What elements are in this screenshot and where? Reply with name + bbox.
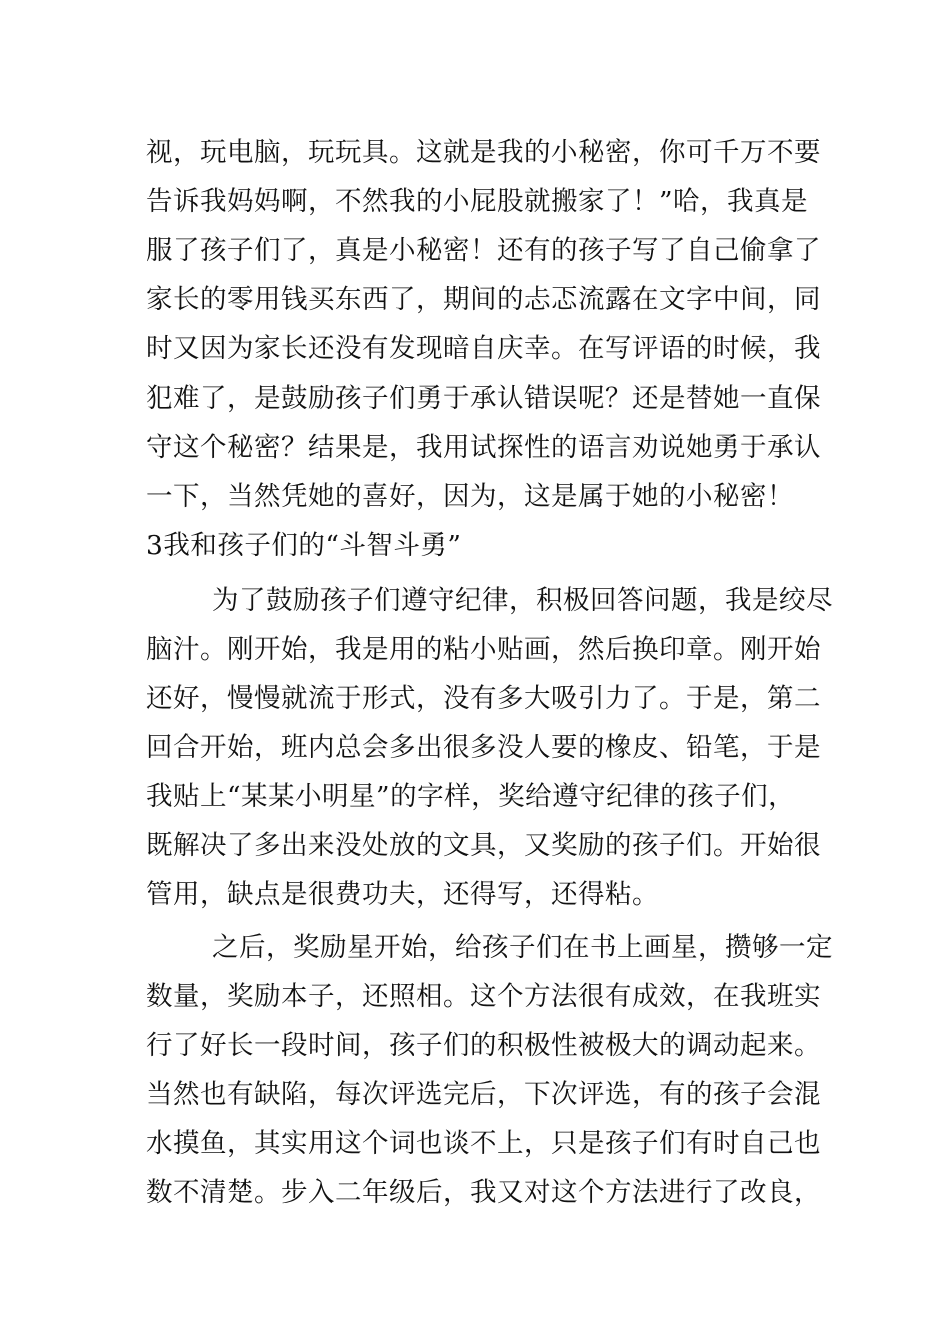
- text-line: 家长的零用钱买东西了，期间的忐忑流露在文字中间，同: [146, 284, 821, 315]
- text-line: 服了孩子们了，真是小秘密！还有的孩子写了自己偷拿了: [146, 235, 821, 266]
- text-line: 水摸鱼，其实用这个词也谈不上，只是孩子们有时自己也: [146, 1128, 821, 1159]
- section-heading: 3我和孩子们的“斗智斗勇”: [146, 530, 462, 561]
- text-line: 既解决了多出来没处放的文具，又奖励的孩子们。开始很: [146, 830, 821, 861]
- text-line: 时又因为家长还没有发现暗自庆幸。在写评语的时候，我: [146, 333, 821, 364]
- text-line: 告诉我妈妈啊，不然我的小屁股就搬家了！”哈，我真是: [146, 186, 809, 217]
- text-line: 为了鼓励孩子们遵守纪律，积极回答问题，我是绞尽: [212, 585, 833, 616]
- text-line: 还好，慢慢就流于形式，没有多大吸引力了。于是，第二: [146, 683, 821, 714]
- text-line: 回合开始，班内总会多出很多没人要的橡皮、铅笔，于是: [146, 732, 821, 763]
- text-line: 视，玩电脑，玩玩具。这就是我的小秘密，你可千万不要: [146, 137, 821, 168]
- text-line: 守这个秘密？结果是，我用试探性的语言劝说她勇于承认: [146, 432, 821, 463]
- text-line: 之后，奖励星开始，给孩子们在书上画星，攒够一定: [212, 932, 833, 963]
- text-line: 数不清楚。步入二年级后，我又对这个方法进行了改良，: [146, 1177, 821, 1208]
- text-line: 我贴上“某某小明星”的字样，奖给遵守纪律的孩子们，: [146, 781, 796, 812]
- text-line: 数量，奖励本子，还照相。这个方法很有成效，在我班实: [146, 981, 821, 1012]
- text-line: 管用，缺点是很费功夫，还得写，还得粘。: [146, 879, 659, 910]
- text-line: 行了好长一段时间，孩子们的积极性被极大的调动起来。: [146, 1030, 821, 1061]
- text-line: 一下，当然凭她的喜好，因为，这是属于她的小秘密！: [146, 481, 794, 512]
- text-line: 当然也有缺陷，每次评选完后，下次评选，有的孩子会混: [146, 1079, 821, 1110]
- text-line: 脑汁。刚开始，我是用的粘小贴画，然后换印章。刚开始: [146, 634, 821, 665]
- text-line: 犯难了，是鼓励孩子们勇于承认错误呢？还是替她一直保: [146, 383, 821, 414]
